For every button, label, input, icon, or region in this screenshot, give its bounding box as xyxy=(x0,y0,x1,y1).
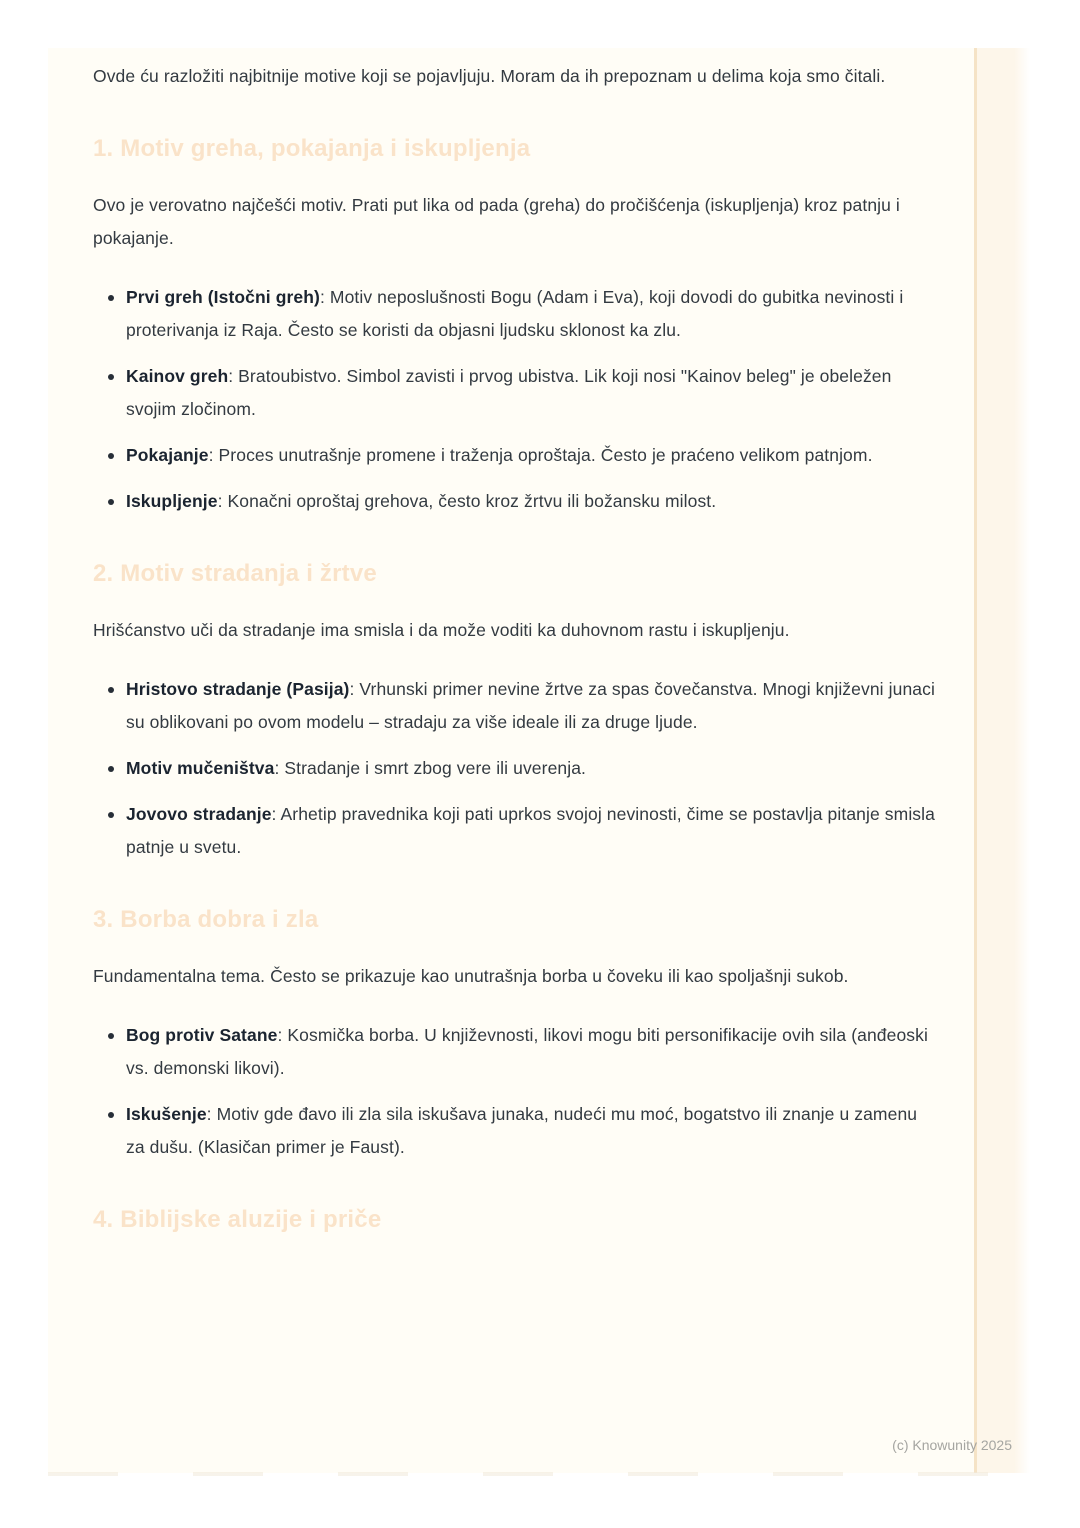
bullet-label: Kainov greh xyxy=(126,366,229,386)
list-item xyxy=(107,281,939,347)
bullet-text: : Arhetip pravednika koji pati uprkos svojoj nevinosti, čime se postavlja pitanje smisla patnje u svetu. xyxy=(126,804,935,857)
list-item xyxy=(107,798,939,864)
bullet-label: Hristovo stradanje (Pasija) xyxy=(126,679,350,699)
section-heading-1: 1. Motiv greha, pokajanja i iskupljenja xyxy=(93,135,531,162)
list-item xyxy=(107,1019,939,1085)
bullet-icon xyxy=(108,374,114,380)
section-heading-3: 3. Borba dobra i zla xyxy=(93,906,319,933)
bullet-icon xyxy=(108,766,114,772)
bullet-icon xyxy=(108,1033,114,1039)
list-item xyxy=(107,673,939,739)
section-1-list xyxy=(93,281,939,518)
bullet-icon xyxy=(108,687,114,693)
bullet-label: Bog protiv Satane xyxy=(126,1025,278,1045)
document-page xyxy=(48,48,1030,1473)
bullet-text: : Vrhunski primer nevine žrtve za spas čovečanstva. Mnogi književni junaci su oblikovani po ovom modelu – stradaju za više ideale ili za druge ljude. xyxy=(126,679,935,732)
list-item xyxy=(107,360,939,426)
bullet-text: : Motiv neposlušnosti Bogu (Adam i Eva), koji dovodi do gubitka nevinosti i proterivanja iz Raja. Često se koristi da objasni ljudsku sklonost ka zlu. xyxy=(126,287,904,340)
list-item xyxy=(107,439,939,472)
section-2-paragraph: Hrišćanstvo uči da stradanje ima smisla i da može voditi ka duhovnom rastu i iskupljenju. xyxy=(93,620,790,640)
section-3-list xyxy=(93,1019,939,1164)
bullet-icon xyxy=(108,295,114,301)
bullet-text: : Bratoubistvo. Simbol zavisti i prvog ubistva. Lik koji nosi "Kainov beleg" je obeležen svojim zločinom. xyxy=(126,366,892,419)
bullet-icon xyxy=(108,453,114,459)
section-heading-4: 4. Biblijske aluzije i priče xyxy=(93,1206,382,1233)
section-3-paragraph: Fundamentalna tema. Često se prikazuje kao unutrašnja borba u čoveku ili kao spoljašnji sukob. xyxy=(93,966,849,986)
list-item xyxy=(107,1098,939,1164)
copyright-notice: (c) Knowunity 2025 xyxy=(892,1437,1012,1453)
bullet-text: : Proces unutrašnje promene i traženja oproštaja. Često je praćeno velikom patnjom. xyxy=(208,445,873,465)
intro-paragraph: Ovde ću razložiti najbitnije motive koji se pojavljuju. Moram da ih prepoznam u delima koja smo čitali. xyxy=(93,66,886,86)
bullet-text: : Konačni oproštaj grehova, često kroz žrtvu ili božansku milost. xyxy=(217,491,717,511)
section-1-paragraph: Ovo je verovatno najčešći motiv. Prati put lika od pada (greha) do pročišćenja (iskupljenja) kroz patnju i pokajanje. xyxy=(93,195,900,248)
bullet-label: Pokajanje xyxy=(126,445,209,465)
document-content xyxy=(93,60,939,1260)
bullet-icon xyxy=(108,1112,114,1118)
bullet-text: : Motiv gde đavo ili zla sila iskušava junaka, nudeći mu moć, bogatstvo ili znanje u zamenu za dušu. (Klasičan primer je Faust). xyxy=(126,1104,918,1157)
bullet-label: Prvi greh (Istočni greh) xyxy=(126,287,320,307)
bullet-label: Iskupljenje xyxy=(126,491,218,511)
list-item xyxy=(107,485,939,518)
bullet-text: : Stradanje i smrt zbog vere ili uverenja. xyxy=(274,758,587,778)
bullet-text: : Kosmička borba. U književnosti, likovi mogu biti personifikacije ovih sila (anđeoski vs. demonski likovi). xyxy=(126,1025,928,1078)
bullet-label: Iskušenje xyxy=(126,1104,207,1124)
bullet-label: Motiv mučeništva xyxy=(126,758,275,778)
page-edge-strip xyxy=(974,48,1030,1473)
section-2-list xyxy=(93,673,939,864)
bullet-label: Jovovo stradanje xyxy=(126,804,272,824)
list-item xyxy=(107,752,939,785)
bullet-icon xyxy=(108,812,114,818)
section-heading-2: 2. Motiv stradanja i žrtve xyxy=(93,560,377,587)
bullet-icon xyxy=(108,499,114,505)
